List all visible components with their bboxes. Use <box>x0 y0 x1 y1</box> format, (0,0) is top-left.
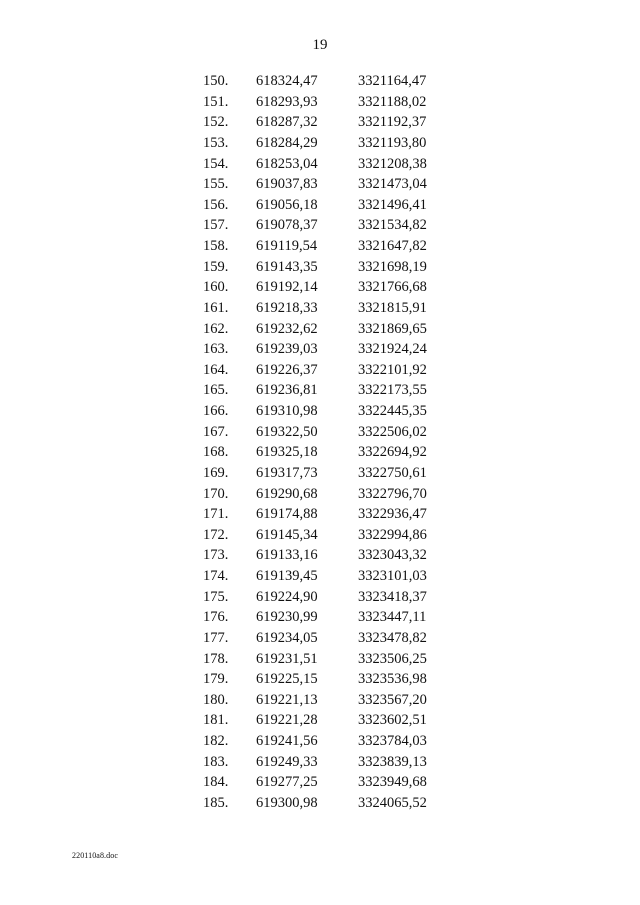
y-coordinate: 3323602,51 <box>358 712 427 729</box>
x-coordinate: 619277,25 <box>256 774 318 791</box>
row-number: 182. <box>203 733 229 749</box>
y-coordinate: 3321164,47 <box>358 73 427 89</box>
x-coordinate: 619249,33 <box>256 753 318 770</box>
table-row <box>0 568 640 589</box>
row-number: 169. <box>203 464 229 481</box>
row-number: 154. <box>203 155 229 172</box>
row-number: 159. <box>203 258 229 275</box>
row-number: 163. <box>203 341 229 358</box>
y-coordinate: 3321192,37 <box>358 114 427 131</box>
row-number: 150. <box>203 73 229 89</box>
y-coordinate: 3322101,92 <box>358 361 427 378</box>
row-number: 171. <box>203 506 229 523</box>
row-number: 173. <box>203 547 229 564</box>
table-row <box>0 259 640 280</box>
y-coordinate: 3323506,25 <box>358 650 427 667</box>
table-row <box>0 754 640 775</box>
row-number: 181. <box>203 712 229 729</box>
y-coordinate: 3323101,03 <box>358 568 427 584</box>
row-number: 168. <box>203 444 229 461</box>
y-coordinate: 3322994,86 <box>358 526 427 543</box>
x-coordinate: 619300,98 <box>256 794 318 811</box>
x-coordinate: 618284,29 <box>256 134 318 151</box>
table-row <box>0 671 640 692</box>
x-coordinate: 619221,13 <box>256 691 318 708</box>
table-row <box>0 176 640 197</box>
table-row <box>0 197 640 218</box>
x-coordinate: 619218,33 <box>256 299 318 316</box>
row-number: 179. <box>203 671 229 688</box>
table-row <box>0 465 640 486</box>
table-row <box>0 486 640 507</box>
row-number: 162. <box>203 320 229 337</box>
x-coordinate: 619234,05 <box>256 629 318 646</box>
row-number: 166. <box>203 403 229 419</box>
table-row <box>0 444 640 465</box>
footer-filename: 220110a8.doc <box>72 851 119 860</box>
row-number: 155. <box>203 176 229 193</box>
table-row <box>0 114 640 135</box>
row-number: 156. <box>203 196 229 213</box>
table-row <box>0 609 640 630</box>
table-row <box>0 217 640 238</box>
y-coordinate: 3321698,19 <box>358 258 427 275</box>
table-row <box>0 73 640 94</box>
x-coordinate: 618287,32 <box>256 114 318 131</box>
x-coordinate: 619133,16 <box>256 547 318 564</box>
table-row <box>0 382 640 403</box>
y-coordinate: 3322445,35 <box>358 403 427 419</box>
y-coordinate: 3321647,82 <box>358 238 427 254</box>
row-number: 152. <box>203 114 229 131</box>
table-row <box>0 795 640 816</box>
table-row <box>0 424 640 445</box>
row-number: 160. <box>203 279 229 296</box>
y-coordinate: 3322750,61 <box>358 464 427 481</box>
x-coordinate: 619143,35 <box>256 258 318 275</box>
x-coordinate: 619317,73 <box>256 464 318 481</box>
y-coordinate: 3322506,02 <box>358 423 427 440</box>
y-coordinate: 3323567,20 <box>358 691 427 708</box>
x-coordinate: 619192,14 <box>256 279 318 296</box>
y-coordinate: 3323839,13 <box>358 753 427 770</box>
table-row <box>0 94 640 115</box>
y-coordinate: 3321534,82 <box>358 217 427 234</box>
y-coordinate: 3321496,41 <box>358 196 427 213</box>
table-row <box>0 506 640 527</box>
table-row <box>0 156 640 177</box>
x-coordinate: 619145,34 <box>256 526 318 543</box>
x-coordinate: 618253,04 <box>256 155 318 172</box>
row-number: 157. <box>203 217 229 234</box>
x-coordinate: 619231,51 <box>256 650 318 667</box>
row-number: 174. <box>203 568 229 584</box>
x-coordinate: 619325,18 <box>256 444 318 461</box>
row-number: 161. <box>203 299 229 316</box>
page-number: 19 <box>312 37 328 53</box>
y-coordinate: 3323536,98 <box>358 671 427 688</box>
table-row <box>0 692 640 713</box>
x-coordinate: 618324,47 <box>256 73 318 89</box>
y-coordinate: 3323043,32 <box>358 547 427 564</box>
row-number: 151. <box>203 93 229 110</box>
row-number: 170. <box>203 485 229 502</box>
y-coordinate: 3323478,82 <box>358 629 427 646</box>
row-number: 165. <box>203 382 229 399</box>
x-coordinate: 619224,90 <box>256 588 318 605</box>
x-coordinate: 619119,54 <box>256 238 318 254</box>
x-coordinate: 619290,68 <box>256 485 318 502</box>
y-coordinate: 3321815,91 <box>358 299 427 316</box>
row-number: 172. <box>203 526 229 543</box>
x-coordinate: 619310,98 <box>256 403 318 419</box>
x-coordinate: 619139,45 <box>256 568 318 584</box>
row-number: 176. <box>203 609 229 626</box>
x-coordinate: 619230,99 <box>256 609 318 626</box>
table-row <box>0 589 640 610</box>
coordinate-table <box>0 73 640 816</box>
y-coordinate: 3321869,65 <box>358 320 427 337</box>
table-row <box>0 774 640 795</box>
x-coordinate: 619322,50 <box>256 423 318 440</box>
y-coordinate: 3321924,24 <box>358 341 427 358</box>
table-row <box>0 300 640 321</box>
y-coordinate: 3321188,02 <box>358 93 427 110</box>
row-number: 158. <box>203 238 229 254</box>
row-number: 177. <box>203 629 229 646</box>
table-row <box>0 279 640 300</box>
y-coordinate: 3323418,37 <box>358 588 427 605</box>
x-coordinate: 619226,37 <box>256 361 318 378</box>
y-coordinate: 3323949,68 <box>358 774 427 791</box>
table-row <box>0 733 640 754</box>
table-row <box>0 403 640 424</box>
x-coordinate: 618293,93 <box>256 93 318 110</box>
x-coordinate: 619241,56 <box>256 733 318 749</box>
x-coordinate: 619232,62 <box>256 320 318 337</box>
x-coordinate: 619236,81 <box>256 382 318 399</box>
row-number: 178. <box>203 650 229 667</box>
y-coordinate: 3321766,68 <box>358 279 427 296</box>
y-coordinate: 3321208,38 <box>358 155 427 172</box>
table-row <box>0 362 640 383</box>
row-number: 180. <box>203 691 229 708</box>
table-row <box>0 547 640 568</box>
table-row <box>0 341 640 362</box>
x-coordinate: 619056,18 <box>256 196 318 213</box>
y-coordinate: 3322694,92 <box>358 444 427 461</box>
y-coordinate: 3322796,70 <box>358 485 427 502</box>
x-coordinate: 619221,28 <box>256 712 318 729</box>
table-row <box>0 135 640 156</box>
table-row <box>0 321 640 342</box>
table-row <box>0 651 640 672</box>
x-coordinate: 619037,83 <box>256 176 318 193</box>
y-coordinate: 3323447,11 <box>358 609 427 626</box>
row-number: 153. <box>203 134 229 151</box>
table-row <box>0 630 640 651</box>
y-coordinate: 3321473,04 <box>358 176 427 193</box>
row-number: 183. <box>203 753 229 770</box>
x-coordinate: 619078,37 <box>256 217 318 234</box>
x-coordinate: 619225,15 <box>256 671 318 688</box>
y-coordinate: 3322173,55 <box>358 382 427 399</box>
x-coordinate: 619239,03 <box>256 341 318 358</box>
table-row <box>0 527 640 548</box>
y-coordinate: 3321193,80 <box>358 134 427 151</box>
x-coordinate: 619174,88 <box>256 506 318 523</box>
row-number: 167. <box>203 423 229 440</box>
row-number: 184. <box>203 774 229 791</box>
row-number: 164. <box>203 361 229 378</box>
y-coordinate: 3324065,52 <box>358 794 427 811</box>
table-row <box>0 238 640 259</box>
y-coordinate: 3323784,03 <box>358 733 427 749</box>
y-coordinate: 3322936,47 <box>358 506 427 523</box>
row-number: 185. <box>203 794 229 811</box>
table-row <box>0 712 640 733</box>
row-number: 175. <box>203 588 229 605</box>
